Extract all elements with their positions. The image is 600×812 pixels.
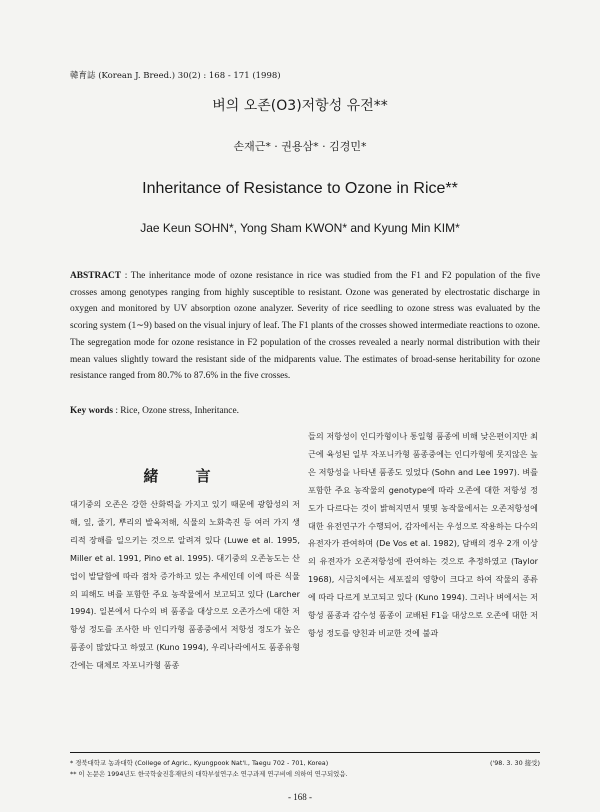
footnote-divider [70, 752, 540, 753]
abstract [70, 268, 540, 385]
received-date: ('98. 3. 30 接受) [489, 759, 540, 767]
keywords-text: : Rice, Ozone stress, Inheritance. [115, 406, 239, 416]
footnote-affiliation: * 경북대학교 농과대학 (College of Agric., Kyungpook Nat'l., Taegu 702 - 701, Korea) [70, 759, 329, 767]
body-left-column: 대기중의 오존은 강한 산화력을 가지고 있기 때문에 광합성의 저해, 잎, 줄기, 뿌리의 발육저해, 식물의 노화촉진 등 여러 가지 생리적 장해를 일으키는 것으로 알려져 있다 (Luwe et al. 1995, Miller et al. 1991, Pino et al. 1995). 대기중의 오존농도는 산업이 발달함에 따라 점차 증가하고 있는 추세인데 이에 따른 식물의 피해도 벼를 포함한 주요 농작물에서 보고되고 있다 (Larcher 1994). 일본에서 다수의 벼 품종을 대상으로 오존가스에 대한 저항성 정도를 조사한 바 인디카형 품종중에서 저항성 정도가 높은 품종이 많았다고 하였고 (Kuno 1994), 우리나라에서도 품종유형간에는 대체로 자포니카형 품종 [70, 499, 300, 671]
journal-citation: 韓育誌 (Korean J. Breed.) 30(2) : 168 - 171 (1998) [70, 71, 281, 81]
footnote-funding: ** 이 논문은 1994년도 한국학술진흥재단의 대학부설연구소 연구과제 연구비에 의하여 연구되었음. [70, 770, 348, 778]
keywords-label: Key words [70, 406, 113, 416]
page-number: - 168 - [288, 792, 312, 802]
english-title: Inheritance of Resistance to Ozone in Rice** [142, 180, 458, 197]
korean-title: 벼의 오존(O3)저항성 유전** [212, 98, 388, 114]
english-authors: Jae Keun SOHN*, Yong Sham KWON* and Kyung Min KIM* [140, 221, 460, 235]
abstract-label: ABSTRACT [70, 271, 122, 281]
section-heading: 緒 言 [143, 467, 227, 485]
body-right-column: 들의 저항성이 인디카형이나 통일형 품종에 비해 낮은편이지만 최근에 육성된 일부 자포니카형 품종중에는 인디카형에 못지않은 높은 저항성을 나타낸 품종도 있었다 (Sohn and Lee 1997). 벼를 포함한 주요 농작물의 genotype에 따라 오존에 대한 저항성 정도가 다르다는 것이 밝혀지면서 몇몇 농작물에서는 오존저항성에 대한 유전연구가 수행되어, 감자에서는 우성으로 작용하는 다수의 유전자가 관여하며 (De Vos et al. 1982), 담배의 경우 2개 이상의 유전자가 오존저항성에 관여하는 것으로 추정하였고 (Taylor 1968), 시금치에서는 세포질의 영향이 크다고 하여 작물의 종류에 따라 다르게 보고되고 있다 (Kuno 1994). 그러나 벼에서는 저항성 품종과 감수성 품종이 교배된 F1을 대상으로 오존에 대한 저항성 정도를 양친과 비교한 것에 불과 [308, 431, 538, 638]
keywords [70, 406, 239, 416]
abstract-text: : The inheritance mode of ozone resistance in rice was studied from the F1 and F2 population of the five crosses among genotypes ranging from highly susceptible to resistant. Ozone was generated by electrostatic discharge in oxygen and monitored by UV absorption ozone analyzer. Severity of rice seedling to ozone stress was evaluated by the scoring system (1∼9) based on the visual injury of leaf. The F1 plants of the crosses showed intermediate reactions to ozone. The segregation mode for ozone resistance in F2 population of the crosses revealed a nearly normal distribution with their mean values slightly toward the resistant side of the midparents value. The estimates of broad-sense heritability for ozone resistance ranged from 80.7% to 87.6% in the five crosses. [70, 271, 541, 382]
korean-authors: 손재근* · 권용삼* · 김경민* [233, 140, 367, 153]
